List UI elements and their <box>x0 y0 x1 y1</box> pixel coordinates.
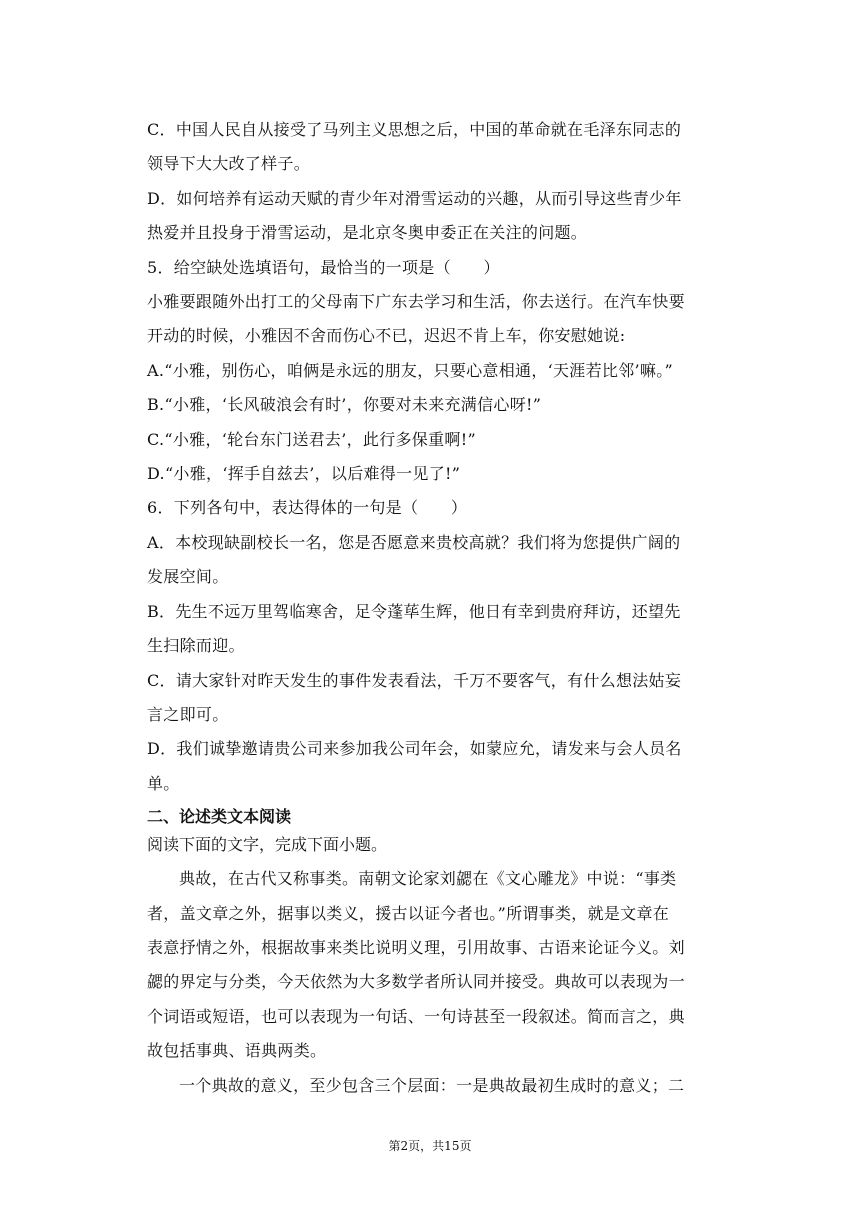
paragraph-line: 个词语或短语，也可以表现为一句话、一句诗甚至一段叙述。简而言之，典 <box>147 1006 685 1026</box>
text-line: D．我们诚挚邀请贵公司来参加我公司年会，如蒙应允，请发来与会人员名 <box>147 739 682 759</box>
text-line: B．先生不远万里驾临寒舍，足令蓬荜生辉，他日有幸到贵府拜访，还望先 <box>147 601 681 621</box>
paragraph-line: 典故，在古代又称事类。南朝文论家刘勰在《文心雕龙》中说：“事类 <box>179 869 677 889</box>
paragraph-line: 表意抒情之外，根据故事来类比说明义理，引用故事、古语来论证今义。刘 <box>147 937 685 957</box>
text-line: D．如何培养有运动天赋的青少年对滑雪运动的兴趣，从而引导这些青少年 <box>147 188 682 208</box>
page-content <box>147 113 715 1103</box>
option-b: B.“小雅，‘长风破浪会有时’，你要对未来充满信心呀!” <box>147 395 542 415</box>
text-line: 单。 <box>147 773 180 793</box>
paragraph-line: 故包括事典、语典两类。 <box>147 1041 327 1061</box>
page-footer: 第2页，共15页 <box>388 1139 472 1153</box>
text-line: 言之即可。 <box>147 704 229 724</box>
text-line: C．请大家针对昨天发生的事件发表看法，千万不要客气，有什么想法姑妄 <box>147 670 682 690</box>
paragraph-line: 勰的界定与分类，今天依然为大多数学者所认同并接受。典故可以表现为一 <box>147 972 685 992</box>
option-d: D.“小雅，‘挥手自兹去’，以后难得一见了!” <box>147 464 461 484</box>
text-line: 生扫除而迎。 <box>147 636 245 656</box>
paragraph-line: 一个典故的意义，至少包含三个层面：一是典故最初生成时的意义；二 <box>179 1075 685 1095</box>
paragraph-line: 者，盖文章之外，据事以类义，援古以证今者也。”所谓事类，就是文章在 <box>147 903 670 923</box>
text-line: 开动的时候，小雅因不舍而伤心不已，迟迟不肯上车，你安慰她说: <box>147 326 626 346</box>
question-6-stem: 6．下列各句中，表达得体的一句是（ ） <box>147 498 468 518</box>
text-line: 热爱并且投身于滑雪运动，是北京冬奥申委正在关注的问题。 <box>147 223 588 243</box>
option-a: A.“小雅，别伤心，咱俩是永远的朋友，只要心意相通，‘天涯若比邻’嘛。” <box>147 360 673 380</box>
text-line: C．中国人民自从接受了马列主义思想之后，中国的革命就在毛泽东同志的 <box>147 120 682 139</box>
option-c: C.“小雅，‘轮台东门送君去’，此行多保重啊!” <box>147 429 476 449</box>
section-heading: 二、论述类文本阅读 <box>147 807 292 827</box>
section-instruction: 阅读下面的文字，完成下面小题。 <box>147 835 388 855</box>
question-5-stem: 5．给空缺处选填语句，最恰当的一项是（ ） <box>147 257 500 277</box>
text-line: 小雅要跟随外出打工的父母南下广东去学习和生活，你去送行。在汽车快要 <box>147 292 685 312</box>
text-line: 发展空间。 <box>147 567 229 587</box>
text-line: A．本校现缺副校长一名，您是否愿意来贵校高就？我们将为您提供广阔的 <box>147 532 681 552</box>
text-line: 领导下大大改了样子。 <box>147 154 311 174</box>
